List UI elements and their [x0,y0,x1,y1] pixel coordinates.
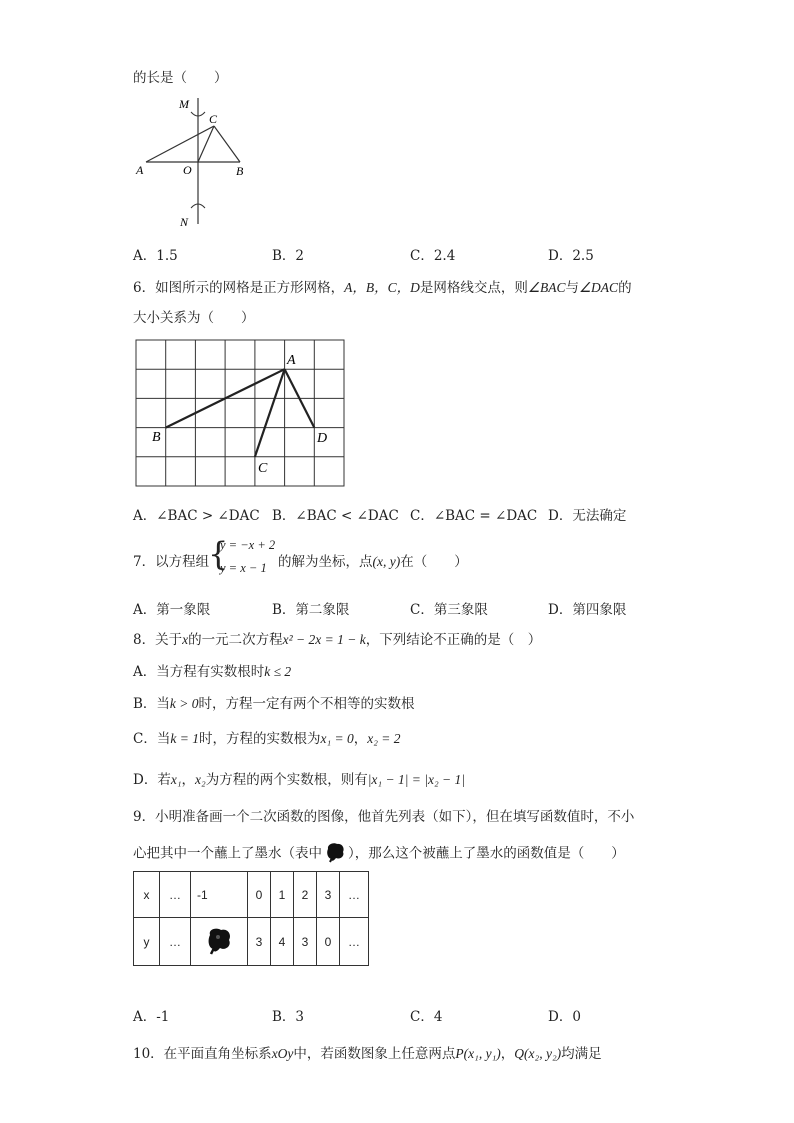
table-cell: 0 [317,918,340,966]
q6-grid-figure [130,336,350,492]
q7-eq2: y = x − 1 [220,561,267,575]
q9-option-c: C．4 [410,1009,443,1025]
q6-stem-line2: 大小关系为（ ） [133,310,255,326]
grid-label-C: C [258,461,268,476]
ink-blot-icon [324,841,346,867]
q5-option-a: A．1.5 [133,248,178,264]
label-B: B [236,164,244,178]
ink-blot-icon [204,925,234,955]
q9-stem-line1: 9．小明准备画一个二次函数的图像，他首先列表（如下），但在填写函数值时，不小 [133,809,635,825]
table-cell: 3 [317,872,340,918]
table-cell: 2 [294,872,317,918]
table-cell: -1 [191,872,248,918]
q5-option-b: B．2 [272,248,305,264]
table-cell: 3 [294,918,317,966]
table-cell: … [160,918,191,966]
table-cell: x [134,872,160,918]
table-cell: 1 [271,872,294,918]
q5-option-c: C．2.4 [410,248,456,264]
label-O: O [183,163,192,177]
q7-option-c: C．第三象限 [410,602,488,618]
q9-stem-line2: 心把其中一个蘸上了墨水（表中 ），那么这个被蘸上了墨水的函数值是（ ） [133,841,625,867]
table-cell: 0 [248,872,271,918]
table-cell: 4 [271,918,294,966]
q8-option-c: C．当k = 1时，方程的实数根为x₁ = 0，x₂ = 2 [133,731,401,747]
q7-prefix: 7．以方程组 [133,554,210,570]
table-cell: … [340,918,369,966]
q6-option-c: C．∠BAC = ∠DAC [410,508,538,524]
q6-option-a: A．∠BAC > ∠DAC [133,508,260,524]
label-A: A [136,163,144,177]
q7-option-b: B．第二象限 [272,602,350,618]
q5-stem-tail: 的长是（ ） [133,70,228,86]
grid-label-B: B [152,430,161,445]
table-cell: 3 [248,918,271,966]
q9-value-table [133,871,369,966]
q8-stem: 8．关于x的一元二次方程x² − 2x = 1 − k，下列结论不正确的是（ ） [133,632,542,648]
q5-figure [130,92,260,232]
table-cell: … [160,872,191,918]
ink-blot-cell [191,918,248,966]
q9-option-b: B．3 [272,1009,305,1025]
q8-option-d: D．若x₁，x₂为方程的两个实数根，则有|x₁ − 1| = |x₂ − 1| [133,772,465,788]
q9-option-a: A．-1 [133,1009,170,1025]
q7-eq1: y = −x + 2 [220,538,276,552]
table-cell: y [134,918,160,966]
q10-stem: 10．在平面直角坐标系xOy中，若函数图象上任意两点P(x₁, y₁)，Q(x₂, y₂)均满足 [133,1046,602,1062]
label-C: C [209,112,218,126]
grid-label-D: D [317,431,328,446]
table-row-y [134,918,369,966]
q5-option-d: D．2.5 [548,248,594,264]
table-row-x [134,872,369,918]
q6-stem-line1: 6．如图所示的网格是正方形网格，A，B，C，D是网格线交点，则∠BAC与∠DAC的 [133,280,632,296]
q7-option-a: A．第一象限 [133,602,211,618]
label-M: M [179,97,189,111]
label-N: N [180,215,189,229]
q7-option-d: D．第四象限 [548,602,627,618]
table-cell: … [340,872,369,918]
q9-option-d: D．0 [548,1009,581,1025]
q8-option-a: A．当方程有实数根时k ≤ 2 [133,664,292,680]
q6-option-b: B．∠BAC < ∠DAC [272,508,399,524]
grid-label-A: A [287,353,296,368]
q6-option-d: D．无法确定 [548,508,627,524]
q7-brace: { [208,535,229,573]
q7-middle: 的解为坐标，点(x, y)在（ ） [278,554,468,570]
q8-option-b: B．当k > 0时，方程一定有两个不相等的实数根 [133,696,415,712]
